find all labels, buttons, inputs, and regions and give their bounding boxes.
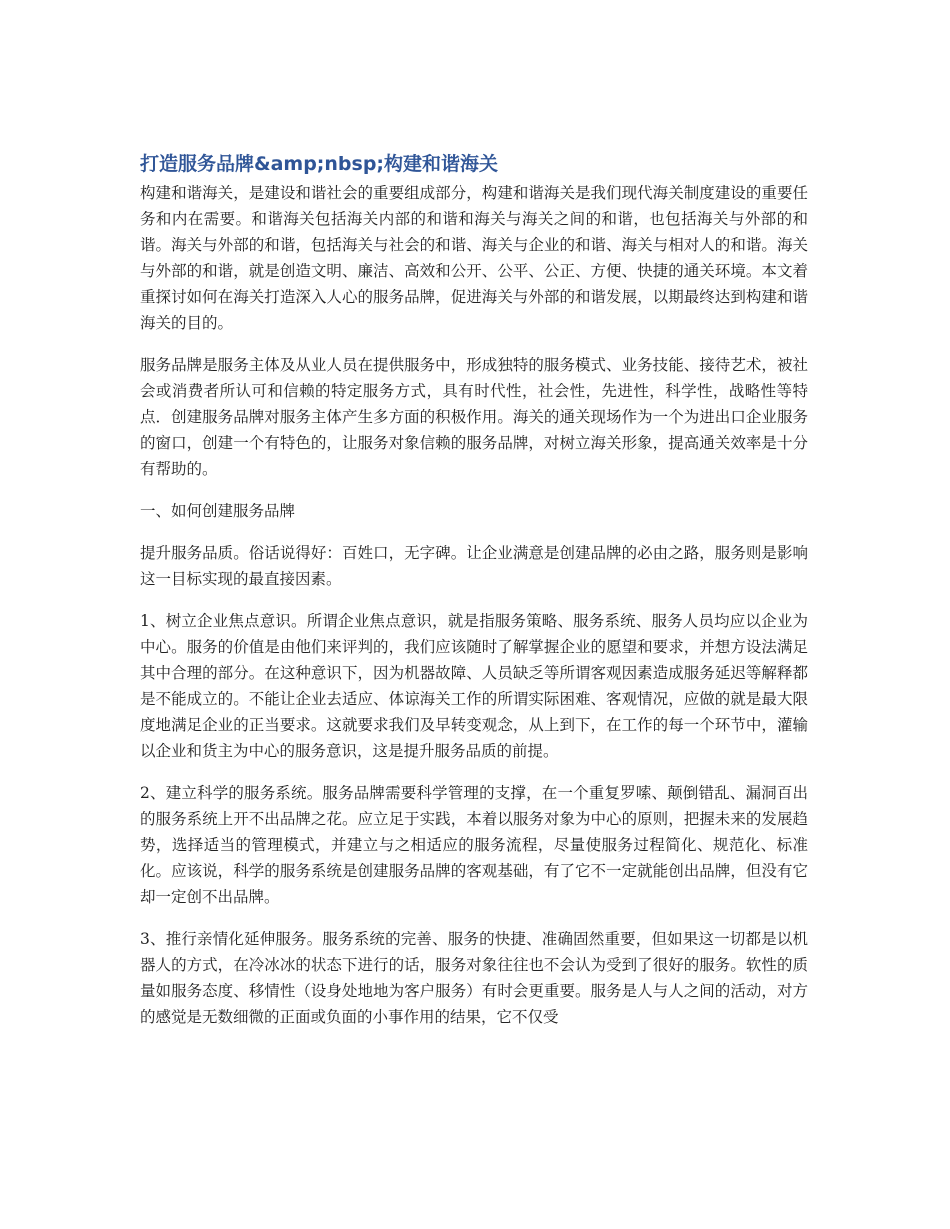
document-body <box>140 150 808 1046</box>
paragraph: 3、推行亲情化延伸服务。服务系统的完善、服务的快捷、准确固然重要，但如果这一切都是以机器人的方式，在冷冰冰的状态下进行的话，服务对象往往也不会认为受到了很好的服务。软性的质量如服务态度、移情性（设身处地地为客户服务）有时会更重要。服务是人与人之间的活动，对方的感觉是无数细微的正面或负面的小事作用的结果，它不仅受 <box>140 930 808 1026</box>
paragraph: 服务品牌是服务主体及从业人员在提供服务中，形成独特的服务模式、业务技能、接待艺术，被社会或消费者所认可和信赖的特定服务方式，具有时代性，社会性，先进性，科学性，战略性等特点．创建服务品牌对服务主体产生多方面的积极作用。海关的通关现场作为一个为进出口企业服务的窗口，创建一个有特色的，让服务对象信赖的服务品牌，对树立海关形象，提高通关效率是十分有帮助的。 <box>140 356 808 478</box>
document-title: 打造服务品牌&amp;nbsp;构建和谐海关 <box>140 153 499 175</box>
section-heading: 一、如何创建服务品牌 <box>140 502 296 520</box>
paragraph: 构建和谐海关，是建设和谐社会的重要组成部分，构建和谐海关是我们现代海关制度建设的重要任务和内在需要。和谐海关包括海关内部的和谐和海关与海关之间的和谐，也包括海关与外部的和谐。海关与外部的和谐，包括海关与社会的和谐、海关与企业的和谐、海关与相对人的和谐。海关与外部的和谐，就是创造文明、廉洁、高效和公开、公平、公正、方便、快捷的通关环境。本文着重探讨如何在海关打造深入人心的服务品牌，促进海关与外部的和谐发展，以期最终达到构建和谐海关的目的。 <box>140 184 808 332</box>
paragraph: 提升服务品质。俗话说得好：百姓口，无字碑。让企业满意是创建品牌的必由之路，服务则是影响这一目标实现的最直接因素。 <box>140 544 808 588</box>
paragraph: 2、建立科学的服务系统。服务品牌需要科学管理的支撑，在一个重复罗嗦、颠倒错乱、漏洞百出的服务系统上开不出品牌之花。应立足于实践，本着以服务对象为中心的原则，把握未来的发展趋势，选择适当的管理模式，并建立与之相适应的服务流程，尽量使服务过程简化、规范化、标准化。应该说，科学的服务系统是创建服务品牌的客观基础，有了它不一定就能创出品牌，但没有它却一定创不出品牌。 <box>140 784 808 906</box>
paragraph: 1、树立企业焦点意识。所谓企业焦点意识，就是指服务策略、服务系统、服务人员均应以企业为中心。服务的价值是由他们来评判的，我们应该随时了解掌握企业的愿望和要求，并想方设法满足其中合理的部分。在这种意识下，因为机器故障、人员缺乏等所谓客观因素造成服务延迟等解释都是不能成立的。不能让企业去适应、体谅海关工作的所谓实际困难、客观情况，应做的就是最大限度地满足企业的正当要求。这就要求我们及早转变观念，从上到下，在工作的每一个环节中，灌输以企业和货主为中心的服务意识，这是提升服务品质的前提。 <box>140 612 808 760</box>
